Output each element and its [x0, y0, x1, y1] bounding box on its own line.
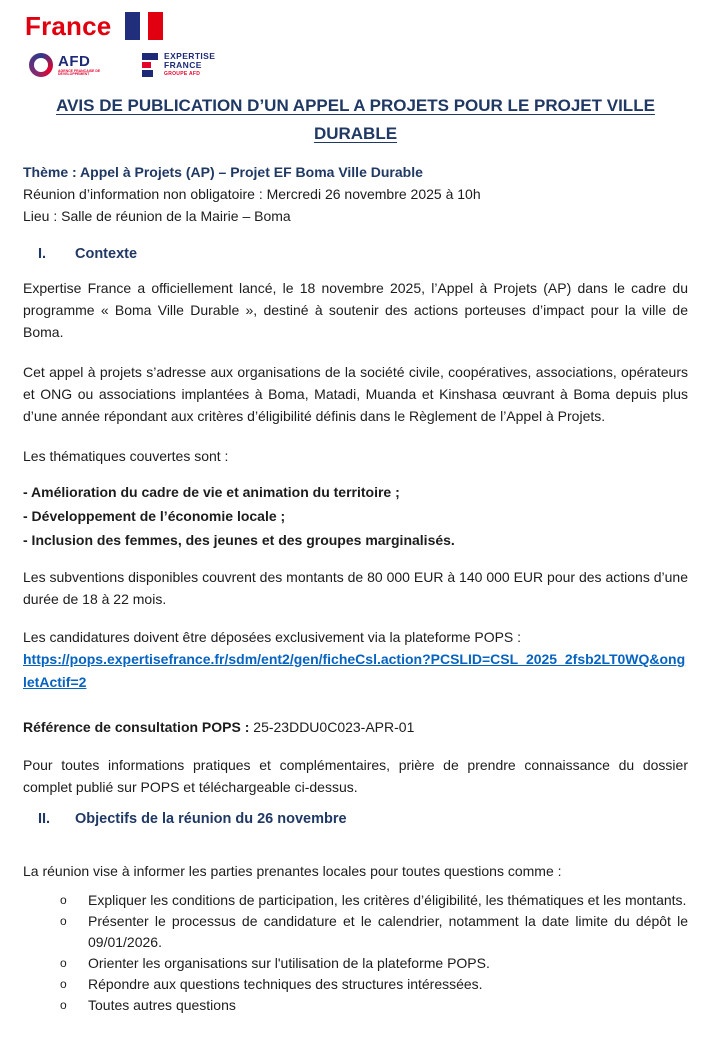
list-item: [23, 890, 688, 911]
list-item-text: Présenter le processus de candidature et le calendrier, notamment la date limite du dépôt le 09/01/2026.: [88, 913, 688, 951]
theme-line: Thème : Appel à Projets (AP) – Projet EF Boma Ville Durable: [23, 164, 423, 181]
pops-platform-link[interactable]: https://pops.expertisefrance.fr/sdm/ent2/gen/ficheCsl.action?PCSLID=CSL_2025_2fsb2LT0WQ&ongletActif=2: [23, 651, 686, 691]
paragraph-meeting-intro: La réunion vise à informer les parties prenantes locales pour toutes questions comme :: [23, 863, 562, 880]
paragraph-dossier: Pour toutes informations pratiques et complémentaires, prière de prendre connaissance du dossier complet publié sur POPS et téléchargeable ci-dessus.: [23, 757, 688, 796]
location-line: Lieu : Salle de réunion de la Mairie – Boma: [23, 208, 291, 225]
list-item: [23, 911, 688, 953]
section-heading-contexte: [23, 243, 688, 265]
list-item-text: Orienter les organisations sur l'utilisation de la plateforme POPS.: [88, 955, 490, 972]
meeting-line: Réunion d’information non obligatoire : Mercredi 26 novembre 2025 à 10h: [23, 186, 481, 203]
paragraph-grants: Les subventions disponibles couvrent des montants de 80 000 EUR à 140 000 EUR pour des actions d’une durée de 18 à 22 mois.: [23, 569, 688, 608]
section-number: II.: [38, 811, 51, 828]
afd-subtitle: AGENCE FRANÇAISE DE DÉVELOPPEMENT: [58, 68, 101, 76]
section-number: I.: [38, 246, 47, 263]
flag-blue-bar: [125, 12, 140, 40]
list-item: [23, 953, 688, 974]
theme-item: - Inclusion des femmes, des jeunes et des groupes marginalisés.: [23, 532, 455, 549]
list-item-text: Toutes autres questions: [88, 997, 236, 1014]
list-item: [23, 995, 688, 1016]
expertise-france-logo: [142, 52, 215, 77]
bullet-marker: o: [60, 998, 67, 1013]
section-heading-objectifs: [23, 808, 688, 830]
theme-item: - Amélioration du cadre de vie et animation du territoire ;: [23, 484, 400, 501]
expertise-france-icon: [142, 53, 158, 77]
list-item-text: Expliquer les conditions de participation, les critères d’éligibilité, les thématiques et les montants.: [88, 892, 687, 909]
flag-red-bar: [148, 12, 163, 40]
paragraph-applications: Les candidatures doivent être déposées exclusivement via la plateforme POPS :: [23, 629, 522, 646]
ef-line1: EXPERTISE: [164, 51, 216, 62]
bullet-marker: o: [60, 956, 67, 971]
bullet-marker: o: [60, 977, 67, 992]
paragraph-context-2: Cet appel à projets s’adresse aux organisations de la société civile, coopératives, associations, opérateurs et ONG ou associations implantées à Boma, Matadi, Muanda et Kinshasa œuvrant à Boma depuis plus d’une année répondant aux critères d’éligibilité définis dans le Règlement de l’Appel à Projets.: [23, 364, 688, 425]
objectives-list: [23, 890, 688, 1016]
french-flag-icon: [125, 12, 163, 40]
reference-label: Référence de consultation POPS :: [23, 719, 254, 736]
ef-subtitle: GROUPE AFD: [164, 71, 201, 78]
list-item-text: Répondre aux questions techniques des structures intéressées.: [88, 976, 483, 993]
page-title: AVIS DE PUBLICATION D’UN APPEL A PROJETS POUR LE PROJET VILLE DURABLE: [56, 96, 655, 143]
list-item: [23, 974, 688, 995]
section-label: Contexte: [75, 246, 138, 263]
theme-item: - Développement de l’économie locale ;: [23, 508, 286, 525]
ef-line2: FRANCE: [164, 60, 202, 71]
paragraph-themes-intro: Les thématiques couvertes sont :: [23, 448, 229, 465]
afd-logo: [29, 53, 104, 77]
section-label: Objectifs de la réunion du 26 novembre: [75, 811, 347, 828]
afd-ring-icon: [29, 53, 53, 77]
reference-value: 25-23DDU0C023-APR-01: [253, 719, 415, 736]
bullet-marker: o: [60, 893, 67, 908]
reference-line: [23, 716, 688, 738]
paragraph-context-1: Expertise France a officiellement lancé, le 18 novembre 2025, l’Appel à Projets (AP) dans le cadre du programme « Boma Ville Durable », destiné à soutenir des actions porteuses d’impact pour la ville de Boma.: [23, 280, 688, 341]
france-wordmark: France: [25, 10, 112, 41]
france-logo: [25, 10, 688, 42]
bullet-marker: o: [60, 914, 67, 929]
partner-logos: [29, 48, 688, 82]
themes-list: [23, 480, 688, 552]
meta-block: [23, 161, 688, 227]
afd-name: AFD: [58, 52, 91, 70]
